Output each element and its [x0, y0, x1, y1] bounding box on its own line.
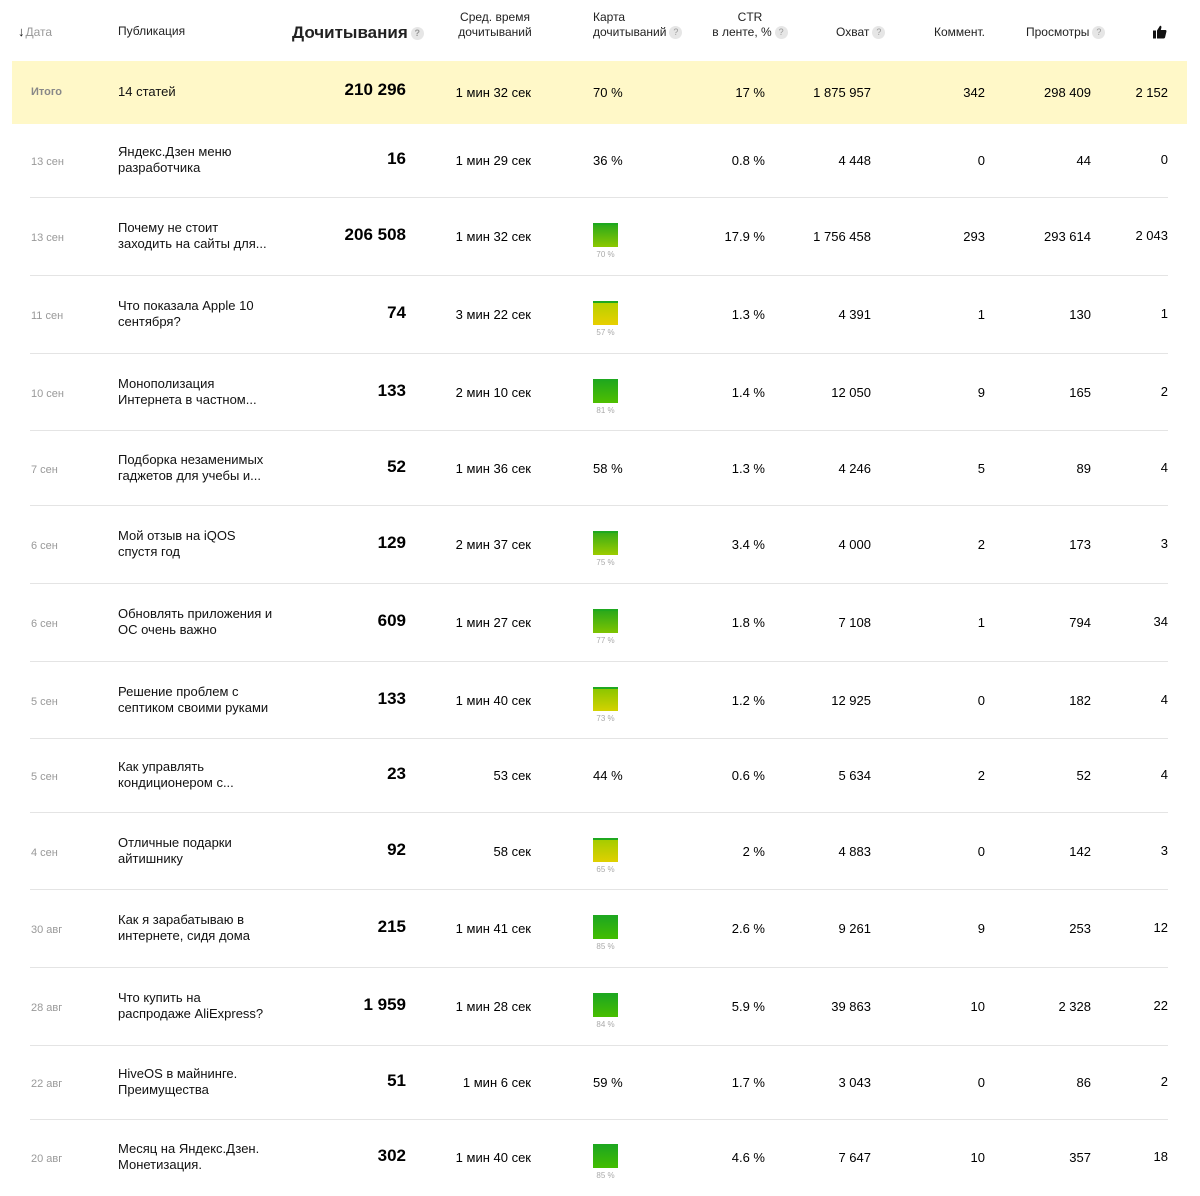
row-publication-line: Решение проблем с: [118, 684, 239, 699]
row-time: 1 мин 27 сек: [455, 615, 531, 630]
views-header[interactable]: [1026, 25, 1105, 40]
row-publication-line: Что показала Apple 10: [118, 298, 254, 313]
row-views: 357: [1069, 1150, 1091, 1165]
total-label: Итого: [31, 86, 63, 98]
row-views: 2 328: [1058, 999, 1091, 1014]
reach-header[interactable]: [836, 25, 885, 40]
row-ctr: 2.6 %: [731, 921, 765, 936]
row-publication-line: ОС очень важно: [118, 622, 217, 637]
row-time: 1 мин 6 сек: [462, 1075, 531, 1090]
row-time: 2 мин 37 сек: [455, 537, 531, 552]
row-comments: 5: [977, 461, 985, 476]
read-map-bar[interactable]: [593, 915, 618, 951]
row-date: 22 авг: [31, 1078, 63, 1090]
row-ctr: 0.8 %: [731, 153, 765, 168]
date-header-label: Дата: [25, 25, 53, 39]
table-row[interactable]: [0, 354, 1200, 431]
row-likes: 1: [1160, 306, 1168, 321]
table-header: [0, 0, 1200, 62]
avg-time-header-line2: дочитываний: [458, 25, 532, 39]
row-reach: 7 108: [838, 615, 871, 630]
row-comments: 9: [977, 385, 985, 400]
row-ctr: 3.4 %: [731, 537, 765, 552]
row-comments: 10: [970, 999, 985, 1014]
row-comments: 10: [970, 1150, 985, 1165]
table-row[interactable]: [0, 506, 1200, 584]
row-comments: 0: [977, 1075, 985, 1090]
row-ctr: 1.3 %: [731, 461, 765, 476]
row-publication-link[interactable]: [118, 144, 298, 176]
row-date: 10 сен: [31, 388, 64, 400]
row-publication-line: Почему не стоит: [118, 220, 219, 235]
row-ctr: 0.6 %: [731, 768, 765, 783]
row-publication-line: спустя год: [118, 544, 180, 559]
row-reads: 1 959: [363, 995, 406, 1014]
table-row[interactable]: [0, 584, 1200, 662]
row-reach: 7 647: [838, 1150, 871, 1165]
row-publication-link[interactable]: [118, 684, 298, 716]
row-likes: 2 043: [1135, 228, 1168, 243]
row-publication-line: Яндекс.Дзен меню: [118, 144, 232, 159]
ctr-header[interactable]: [700, 10, 800, 40]
read-map-bar[interactable]: [593, 223, 618, 259]
row-views: 142: [1069, 844, 1091, 859]
row-time: 53 сек: [493, 768, 531, 783]
table-row[interactable]: [0, 276, 1200, 354]
row-comments: 9: [977, 921, 985, 936]
read-map-percent: 75 %: [596, 558, 615, 567]
row-likes: 4: [1160, 692, 1168, 707]
row-likes: 22: [1153, 998, 1168, 1013]
row-reads: 52: [387, 457, 406, 476]
row-time: 3 мин 22 сек: [455, 307, 531, 322]
total-publication: 14 статей: [118, 84, 176, 99]
row-publication-line: Подборка незаменимых: [118, 452, 264, 467]
row-reach: 4 883: [838, 844, 871, 859]
row-publication-line: Интернета в частном...: [118, 392, 257, 407]
table-row[interactable]: [0, 198, 1200, 276]
table-row[interactable]: [0, 813, 1200, 890]
help-icon[interactable]: ?: [872, 26, 885, 39]
row-publication-line: HiveOS в майнинге.: [118, 1066, 238, 1081]
table-row[interactable]: [0, 890, 1200, 968]
row-reach: 4 246: [838, 461, 871, 476]
row-map: 59 %: [593, 1075, 623, 1090]
read-map-bar[interactable]: [593, 531, 618, 567]
row-publication-line: интернете, сидя дома: [118, 928, 250, 943]
row-publication-line: Мой отзыв на iQOS: [118, 528, 236, 543]
row-comments: 0: [977, 693, 985, 708]
read-map-percent: 85 %: [596, 1171, 615, 1180]
publication-header[interactable]: Публикация: [118, 24, 186, 38]
row-date: 7 сен: [31, 464, 58, 476]
row-ctr: 5.9 %: [731, 999, 765, 1014]
table-row[interactable]: [0, 1120, 1200, 1196]
row-publication-line: гаджетов для учебы и...: [118, 468, 261, 483]
row-comments: 2: [977, 537, 985, 552]
avg-time-header[interactable]: [440, 10, 550, 40]
row-date: 6 сен: [31, 540, 58, 552]
reads-header[interactable]: [292, 23, 424, 43]
row-date: 13 сен: [31, 232, 64, 244]
row-publication-line: айтишнику: [118, 851, 183, 866]
row-likes: 2: [1160, 1074, 1168, 1089]
row-time: 1 мин 28 сек: [455, 999, 531, 1014]
read-map-bar[interactable]: [593, 609, 618, 645]
read-map-bar[interactable]: [593, 379, 618, 415]
row-publication-link[interactable]: [118, 606, 298, 638]
total-map: 70 %: [593, 85, 623, 100]
row-date: 6 сен: [31, 618, 58, 630]
read-map-bar[interactable]: [593, 838, 618, 874]
row-time: 1 мин 41 сек: [455, 921, 531, 936]
row-comments: 2: [977, 768, 985, 783]
row-date: 5 сен: [31, 771, 58, 783]
total-reach: 1 875 957: [813, 85, 871, 100]
row-views: 794: [1069, 615, 1091, 630]
read-map-bar-fill: [593, 531, 618, 555]
row-date: 5 сен: [31, 696, 58, 708]
row-reads: 133: [377, 689, 406, 708]
read-map-percent: 77 %: [596, 636, 615, 645]
row-date: 30 авг: [31, 924, 63, 936]
row-views: 253: [1069, 921, 1091, 936]
row-views: 182: [1069, 693, 1091, 708]
row-ctr: 2 %: [742, 844, 765, 859]
row-ctr: 1.4 %: [731, 385, 765, 400]
row-likes: 18: [1153, 1149, 1168, 1164]
row-reads: 302: [377, 1146, 406, 1165]
read-map-bar[interactable]: [593, 687, 618, 723]
views-header-label: Просмотры: [1026, 25, 1090, 39]
help-icon[interactable]: ?: [775, 26, 788, 39]
read-map-bar-fill: [593, 301, 618, 325]
row-map: 58 %: [593, 461, 623, 476]
row-publication-link[interactable]: [118, 990, 298, 1022]
read-map-bar-fill: [593, 379, 618, 403]
read-map-bar[interactable]: [593, 1144, 618, 1180]
table-row[interactable]: [0, 662, 1200, 739]
row-publication-line: Монетизация.: [118, 1157, 202, 1172]
row-likes: 34: [1153, 614, 1168, 629]
likes-thumbs-up-icon[interactable]: [1153, 25, 1167, 39]
row-publication-line: Как я зарабатываю в: [118, 912, 245, 927]
row-reads: 609: [377, 611, 406, 630]
row-publication-line: септиком своими руками: [118, 700, 269, 715]
table-row[interactable]: [0, 1046, 1200, 1120]
row-comments: 0: [977, 844, 985, 859]
row-time: 1 мин 29 сек: [455, 153, 531, 168]
row-reads: 23: [387, 764, 406, 783]
table-row[interactable]: [0, 968, 1200, 1046]
row-reads: 92: [387, 840, 406, 859]
row-likes: 4: [1160, 460, 1168, 475]
row-comments: 293: [963, 229, 985, 244]
total-reads: 210 296: [344, 80, 406, 99]
row-publication-line: сентября?: [118, 314, 181, 329]
row-reach: 39 863: [831, 999, 871, 1014]
help-icon[interactable]: ?: [1092, 26, 1105, 39]
row-ctr: 1.8 %: [731, 615, 765, 630]
row-time: 1 мин 36 сек: [455, 461, 531, 476]
row-date: 11 сен: [31, 310, 64, 322]
row-publication-line: заходить на сайты для...: [118, 236, 267, 251]
row-time: 2 мин 10 сек: [455, 385, 531, 400]
row-publication-line: Отличные подарки: [118, 835, 232, 850]
row-publication-link[interactable]: [118, 298, 298, 330]
row-reach: 4 391: [838, 307, 871, 322]
row-publication-link[interactable]: [118, 376, 298, 408]
row-time: 1 мин 32 сек: [455, 229, 531, 244]
row-ctr: 1.3 %: [731, 307, 765, 322]
total-views: 298 409: [1044, 85, 1091, 100]
row-views: 293 614: [1044, 229, 1091, 244]
row-publication-link[interactable]: [118, 528, 298, 560]
read-map-bar[interactable]: [593, 993, 618, 1029]
ctr-header-line1: CTR: [737, 10, 763, 24]
read-map-percent: 57 %: [596, 328, 615, 337]
read-map-percent: 65 %: [596, 865, 615, 874]
row-publication-line: распродаже AliExpress?: [118, 1006, 264, 1021]
row-views: 165: [1069, 385, 1091, 400]
row-comments: 0: [977, 153, 985, 168]
comments-header[interactable]: Коммент.: [934, 25, 985, 39]
row-views: 130: [1069, 307, 1091, 322]
row-reach: 3 043: [838, 1075, 871, 1090]
row-likes: 2: [1160, 384, 1168, 399]
ctr-header-line2: в ленте, %: [712, 25, 772, 39]
row-publication-line: Преимущества: [118, 1082, 209, 1097]
row-reads: 133: [377, 381, 406, 400]
read-map-bar[interactable]: [593, 301, 618, 337]
row-map: 44 %: [593, 768, 623, 783]
read-map-bar-fill: [593, 609, 618, 633]
row-date: 20 авг: [31, 1153, 63, 1165]
row-date: 13 сен: [31, 156, 64, 168]
row-ctr: 1.2 %: [731, 693, 765, 708]
row-reach: 4 448: [838, 153, 871, 168]
row-reach: 12 050: [831, 385, 871, 400]
row-likes: 12: [1153, 920, 1168, 935]
row-time: 58 сек: [493, 844, 531, 859]
read-map-bar-fill: [593, 915, 618, 939]
read-map-bar-fill: [593, 223, 618, 247]
row-time: 1 мин 40 сек: [455, 693, 531, 708]
row-publication-link[interactable]: [118, 1141, 298, 1173]
row-publication-line: Как управлять: [118, 759, 205, 774]
row-publication-line: Обновлять приложения и: [118, 606, 273, 621]
row-time: 1 мин 40 сек: [455, 1150, 531, 1165]
row-views: 173: [1069, 537, 1091, 552]
sort-arrow-down-icon: ↓: [18, 24, 25, 39]
row-ctr: 17.9 %: [724, 229, 765, 244]
row-publication-link[interactable]: [118, 835, 298, 867]
row-views: 86: [1076, 1075, 1091, 1090]
row-map: 36 %: [593, 153, 623, 168]
sort-date-header[interactable]: [18, 24, 52, 40]
help-icon[interactable]: ?: [669, 26, 682, 39]
row-publication-line: Месяц на Яндекс.Дзен.: [118, 1141, 260, 1156]
row-comments: 1: [977, 615, 985, 630]
map-header[interactable]: [593, 10, 682, 40]
help-icon[interactable]: ?: [411, 27, 424, 40]
read-map-percent: 73 %: [596, 714, 615, 723]
row-views: 44: [1076, 153, 1091, 168]
read-map-bar-fill: [593, 993, 618, 1017]
row-likes: 3: [1160, 843, 1168, 858]
row-publication-link[interactable]: [118, 1066, 298, 1098]
map-header-line1: Карта: [593, 10, 626, 24]
total-likes: 2 152: [1135, 85, 1168, 100]
row-publication-link[interactable]: [118, 220, 298, 252]
total-comments: 342: [963, 85, 985, 100]
table-row[interactable]: [0, 124, 1200, 198]
row-comments: 1: [977, 307, 985, 322]
row-publication-line: Что купить на: [118, 990, 201, 1005]
row-views: 52: [1076, 768, 1091, 783]
row-reads: 74: [387, 303, 406, 322]
read-map-bar-fill: [593, 1144, 618, 1168]
row-reach: 4 000: [838, 537, 871, 552]
row-reads: 16: [387, 149, 406, 168]
row-reach: 9 261: [838, 921, 871, 936]
read-map-percent: 84 %: [596, 1020, 615, 1029]
row-likes: 4: [1160, 767, 1168, 782]
row-publication-link[interactable]: [118, 759, 298, 791]
row-publication-line: разработчика: [118, 160, 201, 175]
read-map-percent: 81 %: [596, 406, 615, 415]
row-reach: 5 634: [838, 768, 871, 783]
read-map-bar-fill: [593, 687, 618, 711]
table-row[interactable]: [0, 431, 1200, 506]
row-date: 28 авг: [31, 1002, 63, 1014]
row-date: 4 сен: [31, 847, 58, 859]
reach-header-label: Охват: [836, 25, 870, 39]
row-publication-link[interactable]: [118, 912, 298, 944]
total-row-content: [0, 61, 1200, 124]
map-header-line2: дочитываний: [593, 25, 667, 39]
row-reach: 12 925: [831, 693, 871, 708]
reads-header-label: Дочитывания: [292, 23, 408, 42]
read-map-percent: 85 %: [596, 942, 615, 951]
read-map-bar-fill: [593, 838, 618, 862]
row-likes: 0: [1160, 152, 1168, 167]
row-ctr: 1.7 %: [731, 1075, 765, 1090]
row-publication-line: Монополизация: [118, 376, 215, 391]
row-publication-line: кондиционером с...: [118, 775, 234, 790]
row-reads: 51: [387, 1071, 406, 1090]
row-views: 89: [1076, 461, 1091, 476]
avg-time-header-line1: Сред. время: [460, 10, 530, 24]
row-reads: 206 508: [344, 225, 406, 244]
table-row[interactable]: [0, 739, 1200, 813]
row-reach: 1 756 458: [813, 229, 871, 244]
row-publication-link[interactable]: [118, 452, 298, 484]
row-likes: 3: [1160, 536, 1168, 551]
read-map-percent: 70 %: [596, 250, 615, 259]
row-reads: 215: [377, 917, 406, 936]
row-reads: 129: [377, 533, 406, 552]
total-ctr: 17 %: [735, 85, 765, 100]
total-time: 1 мин 32 сек: [455, 85, 531, 100]
row-ctr: 4.6 %: [731, 1150, 765, 1165]
